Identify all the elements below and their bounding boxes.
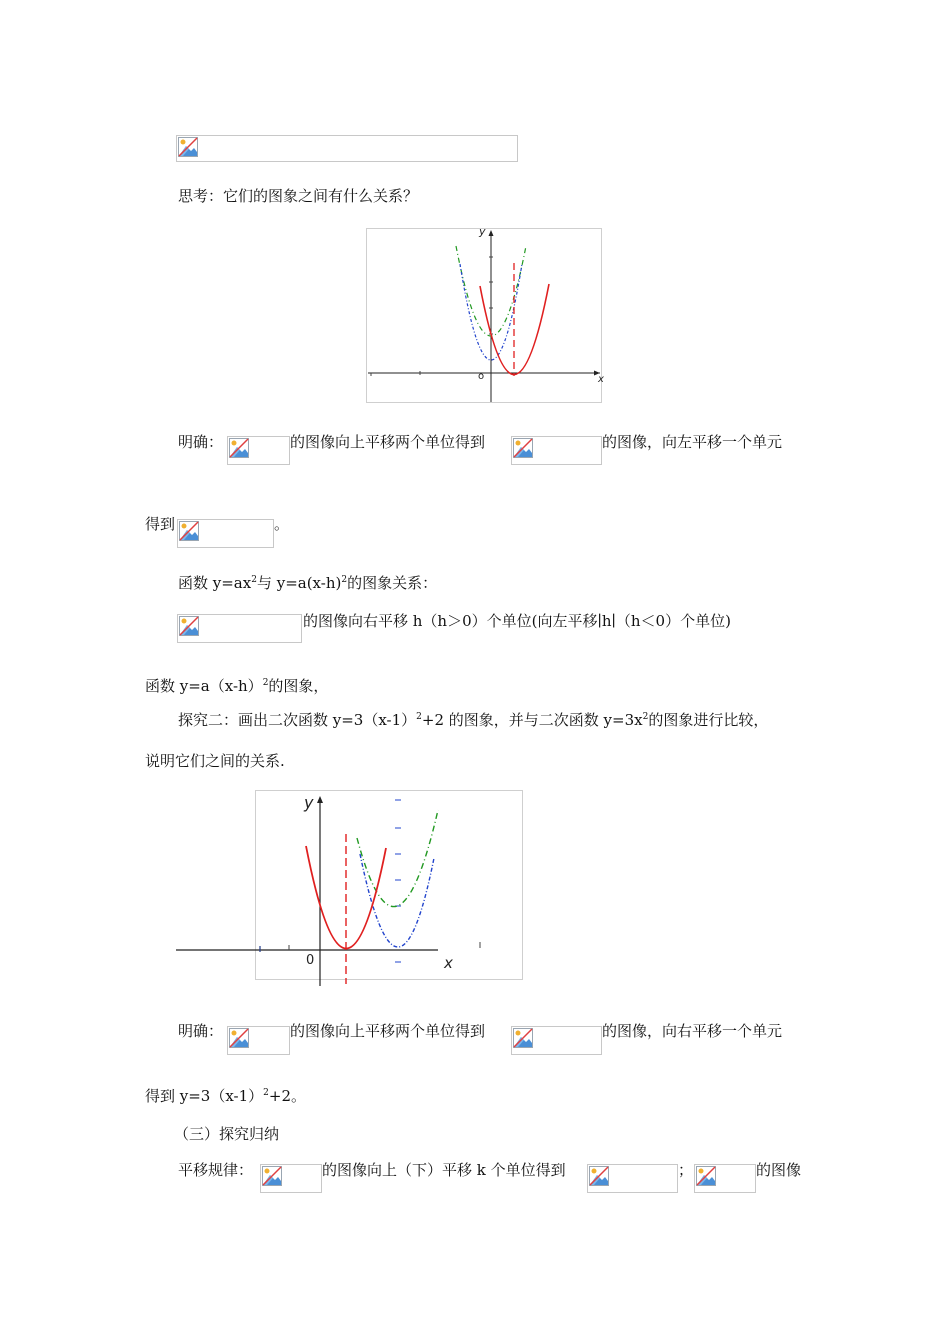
formula-image bbox=[227, 436, 290, 465]
formula-image bbox=[511, 436, 602, 465]
graph-1 bbox=[366, 226, 602, 404]
y-axis-label: y bbox=[304, 793, 314, 812]
x-axis-label: x bbox=[598, 374, 604, 385]
clarify1-text-b: 的图像，向左平移一个单元 bbox=[602, 433, 783, 451]
formula-image bbox=[260, 1164, 322, 1193]
think-question: 思考：它们的图象之间有什么关系？ bbox=[178, 187, 419, 205]
clarify2-text-b: 的图像，向右平移一个单元 bbox=[602, 1022, 783, 1040]
rule-label: 平移规律： bbox=[178, 1161, 254, 1179]
formula-image bbox=[587, 1164, 678, 1193]
formula-image bbox=[176, 135, 518, 162]
explore2-prompt: 探究二：画出二次函数 $y=3(x-1)^2+2$ 的图象，并与二次函数 $y=3x^2$的图象进行比较， bbox=[178, 711, 769, 729]
formula-image bbox=[511, 1026, 602, 1055]
rule-semicolon: ； bbox=[678, 1161, 694, 1179]
origin-label: 0 bbox=[306, 953, 315, 968]
broken-image-icon bbox=[179, 616, 199, 636]
section-heading: （三）探究归纳 bbox=[174, 1125, 280, 1143]
broken-image-icon bbox=[179, 521, 199, 541]
relation-heading: 函数 $y=ax^2$与 $y=a(x-h)^2$的图象关系： bbox=[178, 574, 438, 592]
clarify2-text-c: 得到 $y=3(x-1)^2+2$。 bbox=[145, 1087, 307, 1105]
graph-2 bbox=[176, 788, 526, 988]
shift-rule: 的图像向右平移 h（h＞0）个单位(向左平移∣h∣（h＜0）个单位) bbox=[303, 612, 731, 630]
broken-image-icon bbox=[262, 1166, 282, 1186]
clarify1-text-c: 得到 bbox=[145, 515, 176, 533]
rule-text-b: 的图像 bbox=[756, 1161, 802, 1179]
broken-image-icon bbox=[589, 1166, 609, 1186]
broken-image-icon bbox=[229, 438, 249, 458]
broken-image-icon bbox=[229, 1028, 249, 1048]
formula-image bbox=[227, 1026, 290, 1055]
clarify1-label: 明确： bbox=[178, 433, 224, 451]
x-axis-label: x bbox=[444, 954, 453, 972]
broken-image-icon bbox=[513, 1028, 533, 1048]
shift-result: 函数 $y=a(x-h)^2$的图象， bbox=[145, 677, 329, 695]
broken-image-icon bbox=[178, 137, 198, 157]
clarify2-label: 明确： bbox=[178, 1022, 224, 1040]
clarify1-text-a: 的图像向上平移两个单位得到 bbox=[290, 433, 486, 451]
broken-image-icon bbox=[513, 438, 533, 458]
broken-image-icon bbox=[696, 1166, 716, 1186]
rule-text-a: 的图像向上（下）平移 k 个单位得到 bbox=[322, 1161, 566, 1179]
clarify1-period: 。 bbox=[274, 515, 290, 533]
y-axis-label: y bbox=[479, 225, 486, 238]
formula-image bbox=[694, 1164, 756, 1193]
formula-image bbox=[177, 614, 302, 643]
explore2-prompt-cont: 说明它们之间的关系. bbox=[145, 752, 285, 770]
origin-label: o bbox=[478, 371, 485, 382]
formula-image bbox=[177, 519, 274, 548]
clarify2-text-a: 的图像向上平移两个单位得到 bbox=[290, 1022, 486, 1040]
